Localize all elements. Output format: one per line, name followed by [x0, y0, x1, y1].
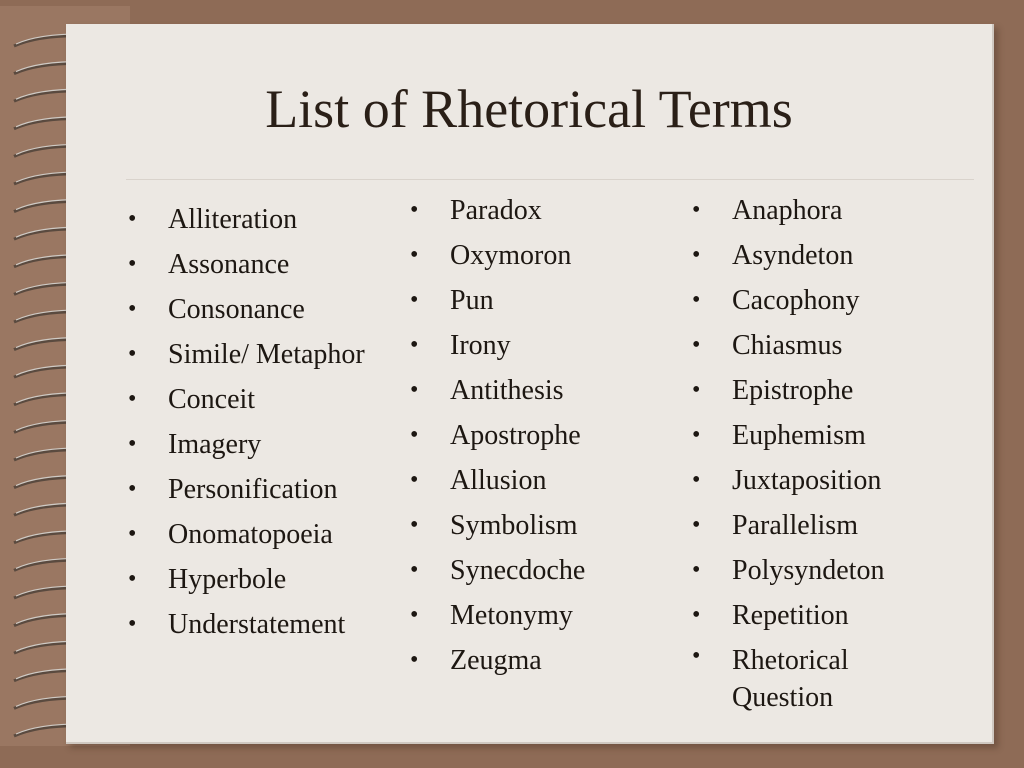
term-item	[692, 503, 952, 548]
term-item	[692, 278, 952, 323]
terms-column-3	[692, 188, 952, 716]
terms-column-1	[128, 197, 365, 647]
term-label: Hyperbole	[168, 564, 287, 595]
term-item	[410, 593, 585, 638]
term-item	[128, 332, 365, 377]
term-label: Juxtaposition	[732, 465, 882, 496]
bullet-icon: •	[410, 602, 419, 628]
term-label: Anaphora	[732, 195, 843, 226]
bullet-icon: •	[410, 242, 419, 268]
term-label: Synecdoche	[450, 555, 586, 586]
bullet-icon: •	[692, 377, 701, 403]
bullet-icon: •	[410, 512, 419, 538]
term-item	[692, 638, 952, 716]
term-item	[128, 287, 365, 332]
term-item	[128, 602, 365, 647]
term-item	[128, 242, 365, 287]
bullet-icon: •	[410, 467, 419, 493]
bullet-icon: •	[128, 341, 137, 367]
term-label: Understatement	[168, 609, 346, 640]
term-label: Onomatopoeia	[168, 519, 333, 550]
bullet-icon: •	[692, 422, 701, 448]
term-label: Antithesis	[450, 375, 564, 406]
term-item	[410, 638, 585, 683]
term-label: Simile/ Metaphor	[168, 339, 365, 370]
term-label: Repetition	[732, 600, 849, 631]
term-item	[128, 557, 365, 602]
term-item	[128, 512, 365, 557]
term-label: Allusion	[450, 465, 547, 496]
bullet-icon: •	[410, 647, 419, 673]
bullet-icon: •	[410, 557, 419, 583]
bullet-icon: •	[410, 422, 419, 448]
bullet-icon: •	[410, 377, 419, 403]
bullet-icon: •	[692, 602, 701, 628]
bullet-icon: •	[128, 521, 137, 547]
term-item	[692, 593, 952, 638]
term-item	[692, 323, 952, 368]
bullet-icon: •	[410, 332, 419, 358]
term-item	[410, 458, 585, 503]
term-label: Paradox	[450, 195, 542, 226]
terms-column-2	[410, 188, 585, 683]
term-item	[692, 188, 952, 233]
term-item	[410, 413, 585, 458]
term-label: Polysyndeton	[732, 555, 885, 586]
term-item	[410, 503, 585, 548]
term-item	[410, 233, 585, 278]
term-label: Pun	[450, 285, 494, 316]
term-item	[128, 422, 365, 467]
bullet-icon: •	[128, 251, 137, 277]
bullet-icon: •	[692, 287, 701, 313]
bullet-icon: •	[692, 332, 701, 358]
term-label: Metonymy	[450, 600, 573, 631]
term-item	[128, 197, 365, 242]
term-label: Euphemism	[732, 420, 866, 451]
bullet-icon: •	[692, 643, 701, 669]
term-label: Symbolism	[450, 510, 578, 541]
slide-title: List of Rhetorical Terms	[265, 79, 793, 139]
bullet-icon: •	[692, 512, 701, 538]
title-divider	[126, 179, 974, 180]
term-label: Personification	[168, 474, 338, 505]
term-item	[128, 467, 365, 512]
term-label: Imagery	[168, 429, 262, 460]
term-label: Irony	[450, 330, 511, 361]
term-label: Oxymoron	[450, 240, 572, 271]
term-label: Chiasmus	[732, 330, 843, 361]
term-item	[692, 548, 952, 593]
bullet-icon: •	[410, 197, 419, 223]
term-item	[128, 377, 365, 422]
term-item	[410, 368, 585, 413]
bullet-icon: •	[692, 197, 701, 223]
term-item	[410, 548, 585, 593]
bullet-icon: •	[128, 476, 137, 502]
term-label: Consonance	[168, 294, 305, 325]
bullet-icon: •	[128, 566, 137, 592]
term-item	[692, 368, 952, 413]
term-item	[692, 458, 952, 503]
bullet-icon: •	[692, 467, 701, 493]
term-item	[410, 323, 585, 368]
bullet-icon: •	[128, 431, 137, 457]
term-label: Conceit	[168, 384, 256, 415]
bullet-icon: •	[410, 287, 419, 313]
term-label: Apostrophe	[450, 420, 581, 451]
term-item	[692, 413, 952, 458]
term-label: Parallelism	[732, 510, 858, 541]
bullet-icon: •	[128, 296, 137, 322]
bullet-icon: •	[128, 386, 137, 412]
term-item	[410, 188, 585, 233]
bullet-icon: •	[692, 242, 701, 268]
bullet-icon: •	[128, 611, 137, 637]
term-label: Zeugma	[450, 645, 542, 676]
term-label: Asyndeton	[732, 240, 854, 271]
bullet-icon: •	[692, 557, 701, 583]
term-item	[692, 233, 952, 278]
term-label: Alliteration	[168, 204, 298, 235]
term-label: Epistrophe	[732, 375, 854, 406]
term-item	[410, 278, 585, 323]
term-label: Rhetorical Question	[732, 645, 849, 713]
term-label: Assonance	[168, 249, 290, 280]
term-label: Cacophony	[732, 285, 860, 316]
bullet-icon: •	[128, 206, 137, 232]
